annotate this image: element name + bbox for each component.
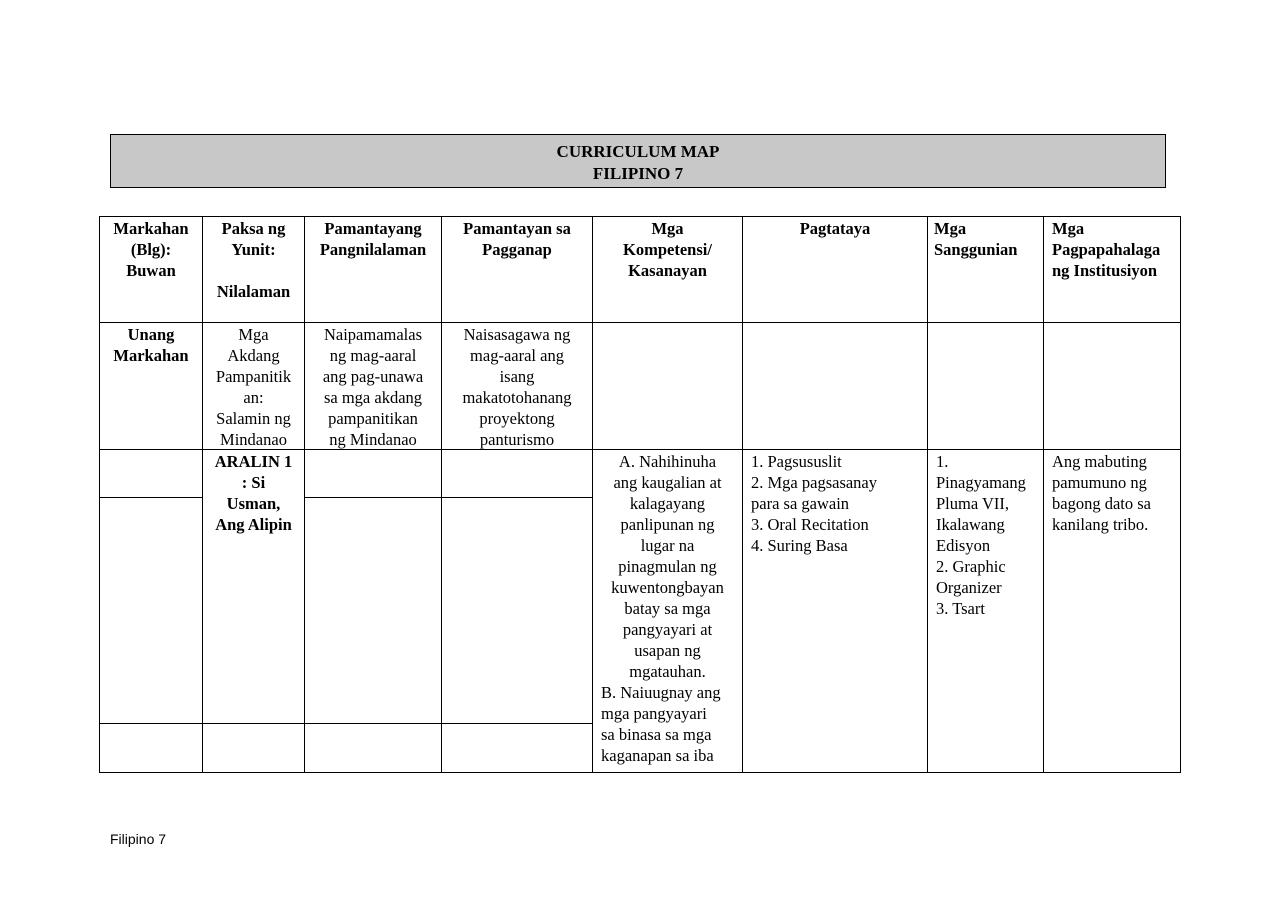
table-border-right <box>1180 216 1181 773</box>
header-pamantayan-sa-pagganap: Pamantayan sa Pagganap <box>463 219 571 259</box>
header-kompetensi: Mga Kompetensi/ Kasanayan <box>623 219 712 280</box>
title-banner <box>110 134 1166 188</box>
document-subtitle: FILIPINO 7 <box>592 164 684 183</box>
col-divider <box>441 216 442 773</box>
table-border-left <box>99 216 100 773</box>
cell-kompetensi-b: B. Naiuugnay ang mga pangyayari sa binasa sa mga kaganapan sa iba <box>601 683 721 765</box>
cell-aralin: ARALIN 1 : Si Usman, Ang Alipin <box>214 452 293 534</box>
header-pagpapahalaga: Mga Pagpapahalaga ng Institusiyon <box>1052 219 1161 280</box>
table-border-bottom <box>99 772 1181 773</box>
cell-markahan: Unang Markahan <box>113 325 189 365</box>
cell-pagpapahalaga: Ang mabuting pamumuno ng bagong dato sa kanilang tribo. <box>1052 452 1151 534</box>
cell-sanggunian: 1. Pinagyamang Pluma VII, Ikalawang Edisyon 2. Graphic Organizer 3. Tsart <box>936 452 1026 618</box>
cell-kompetensi-a: A. Nahihinuha ang kaugalian at kalagayang panlipunan ng lugar na pinagmulan ng kuwentongbayan batay sa mga pangyayari at usapan ng mgatauhan. <box>611 452 724 681</box>
header-sanggunian: Mga Sanggunian <box>934 219 1018 259</box>
row-divider <box>99 723 593 724</box>
row-divider <box>304 497 593 498</box>
header-markahan: Markahan (Blg): Buwan <box>113 219 189 280</box>
row-divider <box>99 497 203 498</box>
cell-pamantayang-pangnilalaman: Naipamamalas ng mag-aaral ang pag-unawa sa mga akdang pampanitikan ng Mindanao <box>322 325 424 449</box>
col-divider <box>304 216 305 773</box>
header-pagtataya: Pagtataya <box>799 219 871 238</box>
document-title: CURRICULUM MAP <box>556 142 720 161</box>
header-pamantayang-pangnilalaman: Pamantayang Pangnilalaman <box>319 219 427 259</box>
cell-pamantayan-sa-pagganap: Naisasagawa ng mag-aaral ang isang makatotohanang proyektong panturismo <box>462 325 572 449</box>
header-paksa: Paksa ng Yunit: Nilalaman <box>216 219 291 301</box>
page-footer: Filipino 7 <box>110 831 167 847</box>
cell-pagtataya: 1. Pagsususlit 2. Mga pagsasanay para sa gawain 3. Oral Recitation 4. Suring Basa <box>751 452 878 555</box>
cell-paksa: Mga Akdang Pampanitik an: Salamin ng Mindanao <box>215 325 292 449</box>
